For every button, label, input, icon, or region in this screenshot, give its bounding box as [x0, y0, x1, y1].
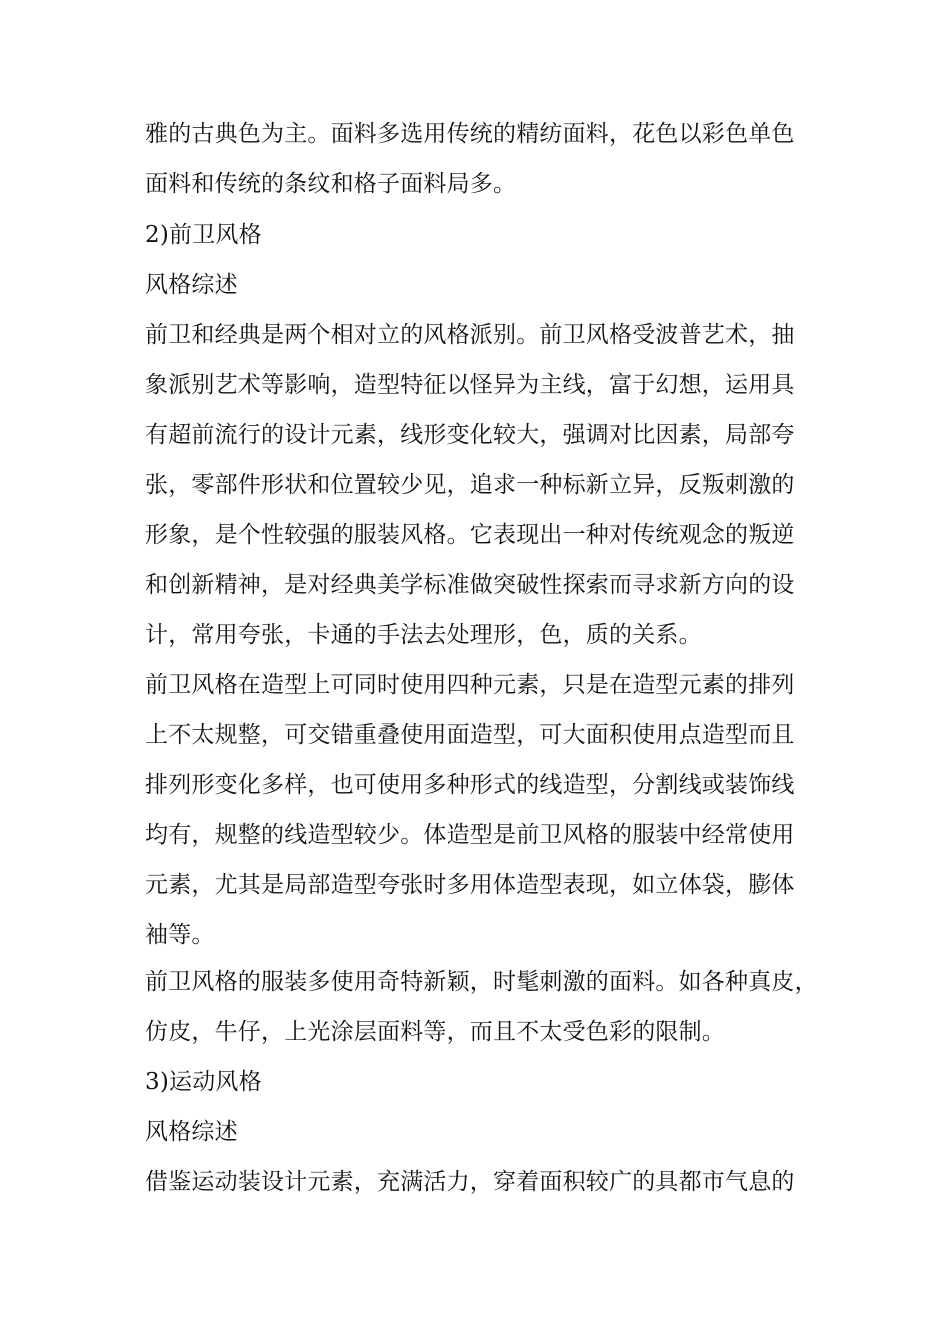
text-line: 面料和传统的条纹和格子面料局多。	[145, 171, 517, 197]
text-line: 计，常用夸张，卡通的手法去处理形，色，质的关系。	[145, 622, 702, 648]
text-line: 借鉴运动装设计元素，充满活力，穿着面积较广的具都市气息的	[145, 1169, 795, 1195]
text-line: 上不太规整，可交错重叠使用面造型，可大面积使用点造型而且	[145, 722, 795, 748]
subsection-heading: 风格综述	[145, 1119, 238, 1145]
section-heading: 2)前卫风格	[145, 222, 262, 248]
text-line: 仿皮，牛仔，上光涂层面料等，而且不太受色彩的限制。	[145, 1019, 725, 1045]
text-line: 象派别艺术等影响，造型特征以怪异为主线，富于幻想，运用具	[145, 372, 795, 398]
text-line: 前卫风格在造型上可同时使用四种元素，只是在造型元素的排列	[145, 672, 795, 698]
text-line: 排列形变化多样，也可使用多种形式的线造型，分割线或装饰线	[145, 772, 795, 798]
text-line: 均有，规整的线造型较少。体造型是前卫风格的服装中经常使用	[145, 822, 795, 848]
text-line: 和创新精神，是对经典美学标准做突破性探索而寻求新方向的设	[145, 572, 795, 598]
subsection-heading: 风格综述	[145, 272, 238, 298]
text-line: 元素，尤其是局部造型夸张时多用体造型表现，如立体袋，膨体	[145, 872, 795, 898]
text-line: 袖等。	[145, 922, 215, 948]
text-line: 形象，是个性较强的服装风格。它表现出一种对传统观念的叛逆	[145, 522, 795, 548]
text-line: 有超前流行的设计元素，线形变化较大，强调对比因素，局部夸	[145, 422, 795, 448]
text-line: 雅的古典色为主。面料多选用传统的精纺面料，花色以彩色单色	[145, 121, 795, 147]
text-line: 前卫风格的服装多使用奇特新颖，时髦刺激的面料。如各种真皮，	[145, 969, 818, 995]
section-heading: 3)运动风格	[145, 1069, 262, 1095]
text-line: 前卫和经典是两个相对立的风格派别。前卫风格受波普艺术，抽	[145, 322, 795, 348]
text-line: 张，零部件形状和位置较少见，追求一种标新立异，反叛刺激的	[145, 472, 795, 498]
